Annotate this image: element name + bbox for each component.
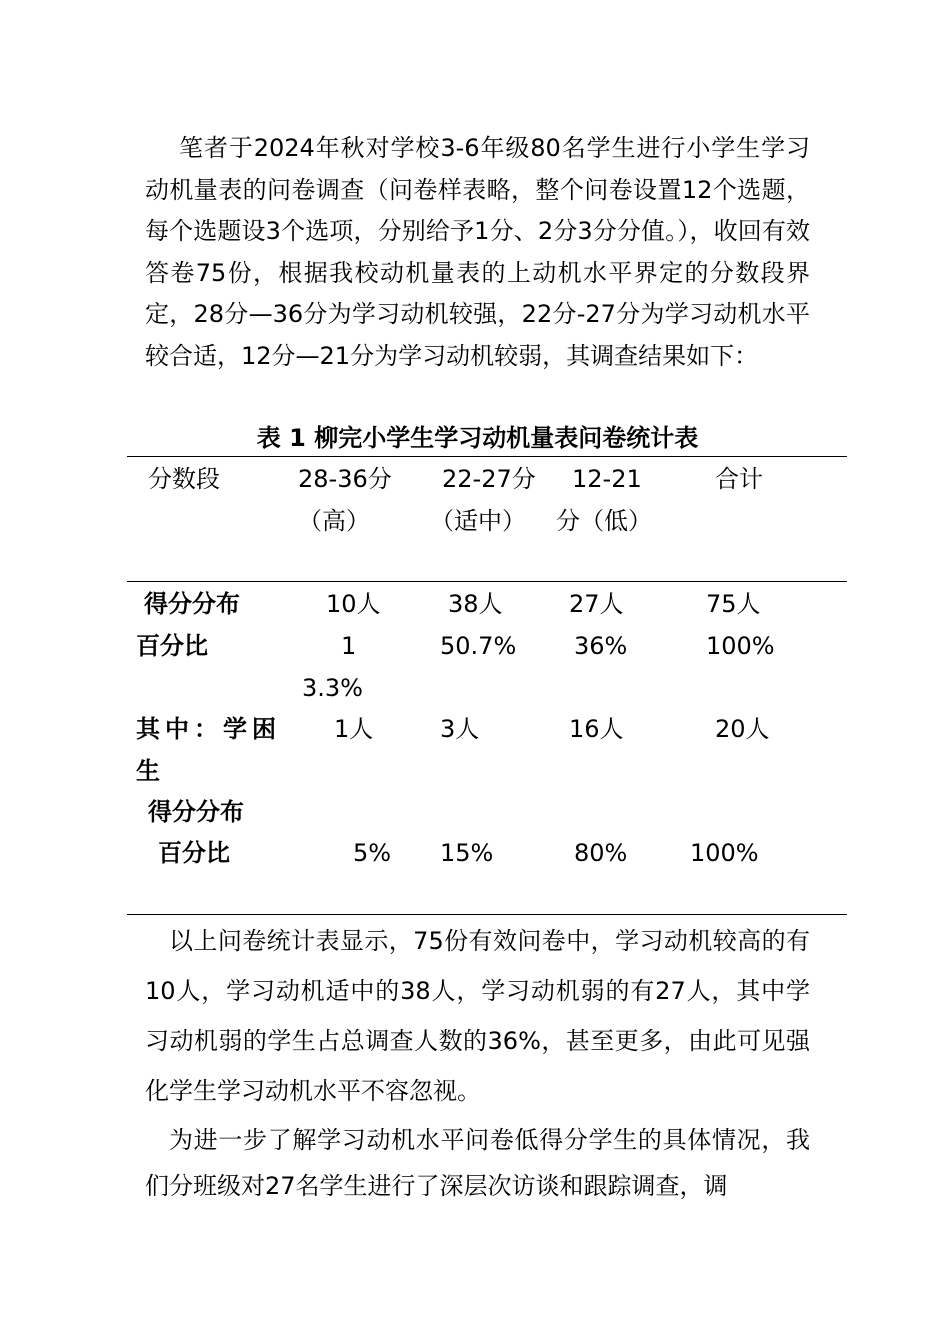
row-value: 50.7% — [440, 632, 517, 660]
row-value: 100% — [690, 839, 759, 867]
row-value: 1人 — [334, 715, 374, 743]
row-value: 13.3% — [302, 632, 363, 702]
table-top-rule — [127, 456, 847, 457]
row-label: 得分分布 — [144, 590, 240, 618]
row-value: 27人 — [569, 590, 624, 618]
row-value: 20人 — [715, 715, 770, 743]
row-value: 16人 — [569, 715, 624, 743]
row-value: 75人 — [706, 590, 761, 618]
row-value: 100% — [706, 632, 775, 660]
row-label: 得分分布 — [148, 798, 244, 826]
row-value: 3人 — [440, 715, 480, 743]
row-value: 10人 — [326, 590, 381, 618]
table-bottom-rule — [127, 914, 847, 915]
header-low: 12-21分（低） — [556, 465, 652, 535]
row-value: 80% — [574, 839, 628, 867]
header-high: 28-36分（高） — [298, 465, 392, 535]
intro-paragraph: 笔者于2024年秋对学校3-6年级80名学生进行小学生学习动机量表的问卷调查（问卷样表略，整个问卷设置12个选题，每个选题设3个选项，分别给予1分、2分3分分值。），收回有效答卷75份，根据我校动机量表的上动机水平界定的分数段界定，28分—36分为学习动机较强，22分-27分为学习动机水平较合适，12分—21分为学习动机较弱，其调查结果如下： — [145, 134, 810, 370]
row-value: 36% — [574, 632, 628, 660]
row-value: 38人 — [448, 590, 503, 618]
row-value: 15% — [440, 839, 494, 867]
followup-paragraph: 为进一步了解学习动机水平问卷低得分学生的具体情况，我们分班级对27名学生进行了深层次访谈和跟踪调查，调 — [145, 1126, 810, 1200]
table-caption: 表 1 柳完小学生学习动机量表问卷统计表 — [256, 424, 699, 452]
table-header-rule — [127, 581, 847, 582]
analysis-paragraph: 以上问卷统计表显示，75份有效问卷中，学习动机较高的有10人，学习动机适中的38人，学习动机弱的有27人，其中学习动机弱的学生占总调查人数的36%，甚至更多，由此可见强化学生学习动机水平不容忽视。 — [145, 927, 810, 1105]
row-label: 百分比 — [136, 632, 208, 660]
header-total: 合计 — [715, 465, 763, 493]
header-medium: 22-27分（适中） — [430, 465, 536, 535]
header-score-range: 分数段 — [148, 465, 220, 493]
row-label: 百分比 — [158, 839, 230, 867]
row-value: 5% — [353, 839, 392, 867]
row-label: 其中：学困生 — [136, 715, 281, 785]
